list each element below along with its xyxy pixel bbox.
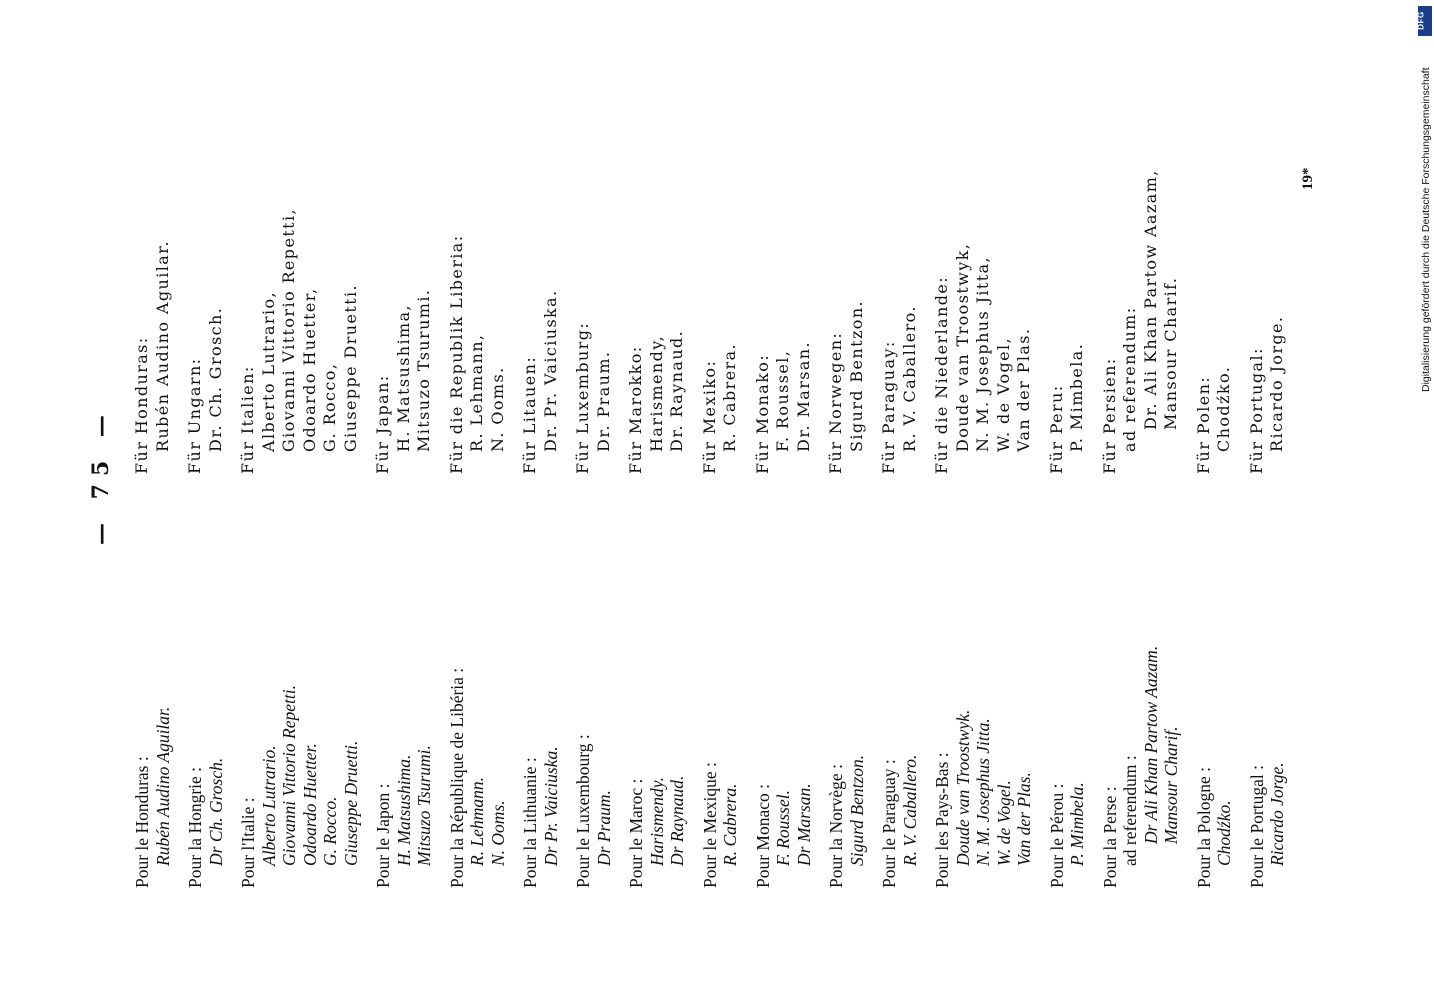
country-heading: Für die Niederlande: <box>932 275 951 474</box>
signatory-name: Alberto Lutrario. <box>258 745 279 866</box>
signatory-name: R. Cabrera. <box>720 342 739 452</box>
signatory-name: W. de Vogel, <box>993 336 1013 452</box>
signatory-name: Giovanni Vittorio Repetti, <box>279 208 298 452</box>
digitization-note: Digitalisierung gefördert durch die Deutsche Forschungsgemeinschaft <box>1420 67 1432 392</box>
signatory-group <box>520 169 561 474</box>
signatory-name: N. M. Josephus Jitta. <box>973 718 993 866</box>
signatory-name: Dr Raynaud. <box>667 775 687 866</box>
country-heading: Pour la Perse : <box>1099 786 1120 888</box>
signatory-group <box>932 169 1035 474</box>
signatory-name: Sigurd Bentzon. <box>846 299 866 452</box>
signatory-name: Harismendy. <box>646 777 667 866</box>
country-heading: Pour la Pologne : <box>1193 766 1214 888</box>
signatory-name: Sigurd Bentzon. <box>846 754 867 866</box>
country-heading: Für Marokko: <box>626 345 645 474</box>
dfg-logo-text: DFG <box>1416 11 1426 30</box>
signatory-group <box>132 646 173 888</box>
signatory-group <box>1047 169 1088 474</box>
signatory-group <box>1047 646 1088 888</box>
country-heading: Pour le Pérou : <box>1046 783 1067 888</box>
signatory-group <box>700 646 741 888</box>
signatory-group <box>447 169 509 474</box>
signatory-name: Dr. Ali Khan Partow Aazam, <box>1140 169 1160 430</box>
dfg-logo <box>1418 6 1432 36</box>
country-heading: Für Monako: <box>752 353 772 474</box>
signatory-name: G. Rocco, <box>320 362 339 452</box>
signatory-name: Dr Ch. Grosch. <box>205 757 226 866</box>
signatory-group <box>626 646 688 888</box>
signatory-group <box>753 169 815 474</box>
signatory-name: Doude van Troostwyk. <box>952 709 973 866</box>
signatory-name: G. Rocco. <box>320 796 340 866</box>
french-signatories <box>132 646 1300 888</box>
signatory-name: Dr. Marsan. <box>793 340 813 452</box>
signatory-group <box>879 646 920 888</box>
signatory-group <box>879 169 920 474</box>
signatory-name: Dr. Praum. <box>593 350 613 452</box>
country-heading: Pour l'Italie : <box>238 797 258 888</box>
ad-referendum-note: ad referendum : <box>1120 755 1140 866</box>
signatory-name: Giuseppe Druetti. <box>340 740 361 866</box>
country-heading: Pour le Luxembourg : <box>573 734 593 888</box>
ad-referendum-note: ad referendum: <box>1120 306 1139 452</box>
country-heading: Für Mexiko: <box>699 359 719 474</box>
signatory-group <box>753 646 815 888</box>
country-heading: Für Ungarn: <box>185 357 204 474</box>
signatory-name: H. Matsushima, <box>393 303 413 452</box>
signatory-name: Odoardo Huetter. <box>299 743 320 866</box>
country-heading: Für Peru: <box>1046 384 1066 474</box>
signatory-name: Dr Praum. <box>593 790 614 866</box>
country-heading: Für Luxemburg: <box>573 321 592 474</box>
signatory-name: R. Cabrera. <box>720 783 740 866</box>
country-heading: Pour le Japon : <box>373 783 393 888</box>
country-heading: Pour le Paraguay : <box>879 759 899 888</box>
country-heading: Pour la Norvège : <box>826 764 846 888</box>
signatory-name: Odoardo Huetter, <box>299 287 319 452</box>
country-heading: Pour les Pays-Bas : <box>932 752 952 888</box>
country-heading: Pour Monaco : <box>752 783 773 888</box>
signatory-name: H. Matsushima. <box>393 754 414 866</box>
signatory-name: Dr. Pr. Vaiciuska. <box>540 289 560 452</box>
signatory-group <box>573 646 614 888</box>
signatory-group <box>626 169 688 474</box>
signatory-group <box>1247 169 1288 474</box>
country-heading: Für die Republik Liberia: <box>446 234 466 474</box>
signatory-group <box>1194 646 1235 888</box>
signatory-name: Dr Pr. Vaiciuska. <box>540 746 561 866</box>
signatory-name: Rubén Audino Aguilar. <box>152 240 172 452</box>
signature-mark: 19* <box>1300 167 1316 190</box>
signatory-group <box>185 169 226 474</box>
signatory-name: Harismendy, <box>646 334 666 452</box>
signatory-name: Dr. Raynaud. <box>667 329 686 452</box>
signatory-group <box>238 169 361 474</box>
country-heading: Für Japan: <box>373 374 392 474</box>
signatory-name: Chodźko. <box>1214 800 1234 866</box>
signatory-name: Dr Marsan. <box>793 783 814 866</box>
signatory-name: F. Roussel. <box>773 790 793 866</box>
country-heading: Für Portugal: <box>1246 347 1266 474</box>
signatory-name: Rubén Audino Aguilar. <box>152 706 173 866</box>
signatory-group <box>238 646 361 888</box>
signatory-name: N. Ooms. <box>487 800 508 866</box>
signatory-name: Doude van Troostwyk, <box>952 242 972 452</box>
signatory-group <box>932 646 1035 888</box>
country-heading: Pour le Portugal : <box>1246 765 1267 888</box>
signatory-group <box>373 646 435 888</box>
signatory-name: N. Ooms. <box>487 366 507 452</box>
signatory-group <box>132 169 173 474</box>
signatory-name: Ricardo Jorge. <box>1267 315 1286 452</box>
signatory-group <box>1247 646 1288 888</box>
signatory-name: Mitsuzo Tsurumi. <box>414 745 434 866</box>
signatory-group <box>520 646 561 888</box>
signatory-name: W. de Vogel. <box>993 780 1014 866</box>
signatory-group <box>573 169 614 474</box>
country-heading: Pour la Hongrie : <box>185 766 205 888</box>
country-heading: Für Polen: <box>1193 375 1213 474</box>
signatory-name: Chodźko. <box>1214 365 1233 452</box>
signatory-name: P. Mimbela. <box>1067 342 1086 452</box>
signatory-group <box>1194 169 1235 474</box>
country-heading: Pour la République de Libéria : <box>446 667 467 888</box>
signatory-name: Mitsuzo Tsurumi. <box>414 288 433 452</box>
country-heading: Für Italien: <box>238 365 257 474</box>
signatory-name: Van der Plas. <box>1014 772 1034 866</box>
signatory-name: N. M. Josephus Jitta, <box>973 256 992 452</box>
signatory-name: Ricardo Jorge. <box>1267 762 1287 866</box>
country-heading: Pour le Maroc : <box>626 778 646 888</box>
signatory-name: Van der Plas. <box>1014 327 1033 452</box>
signatory-group <box>700 169 741 474</box>
signatory-name: Mansour Charif. <box>1161 726 1181 844</box>
signatory-group <box>1100 169 1182 474</box>
signatory-name: Alberto Lutrario, <box>258 290 278 452</box>
signatory-group <box>447 646 509 888</box>
country-heading: Pour le Mexique : <box>699 762 720 888</box>
country-heading: Für Honduras: <box>132 336 151 474</box>
country-heading: Für Paraguay: <box>879 340 898 474</box>
signatory-name: R. V. Caballero. <box>899 305 919 452</box>
country-heading: Für Norwegen: <box>826 331 845 474</box>
country-heading: Für Litauen: <box>520 355 539 474</box>
signatory-group <box>826 646 867 888</box>
signatory-name: R. Lehmann, <box>467 333 486 452</box>
signatory-name: R. Lehmann. <box>467 777 487 866</box>
signatory-name: Dr. Ch. Grosch. <box>205 306 225 452</box>
signatory-name: R. V. Caballero. <box>899 754 920 866</box>
signatory-group <box>1100 646 1182 888</box>
signatory-group <box>826 169 867 474</box>
signatory-name: Dr Ali Khan Partow Aazam. <box>1140 645 1161 844</box>
country-heading: Für Persien: <box>1099 357 1119 474</box>
signatory-name: Mansour Charif. <box>1161 276 1180 430</box>
signatory-group <box>185 646 226 888</box>
country-heading: Pour le Honduras : <box>132 756 152 888</box>
page-number: — 75 — <box>88 407 114 545</box>
signatory-name: Giovanni Vittorio Repetti. <box>279 685 299 866</box>
signatory-name: Giuseppe Druetti. <box>340 283 360 452</box>
german-signatories <box>132 169 1300 474</box>
country-heading: Pour la Lithuanie : <box>520 757 540 888</box>
signatory-name: F. Roussel, <box>773 349 792 452</box>
signatory-name: P. Mimbela. <box>1067 782 1087 866</box>
signatory-group <box>373 169 435 474</box>
